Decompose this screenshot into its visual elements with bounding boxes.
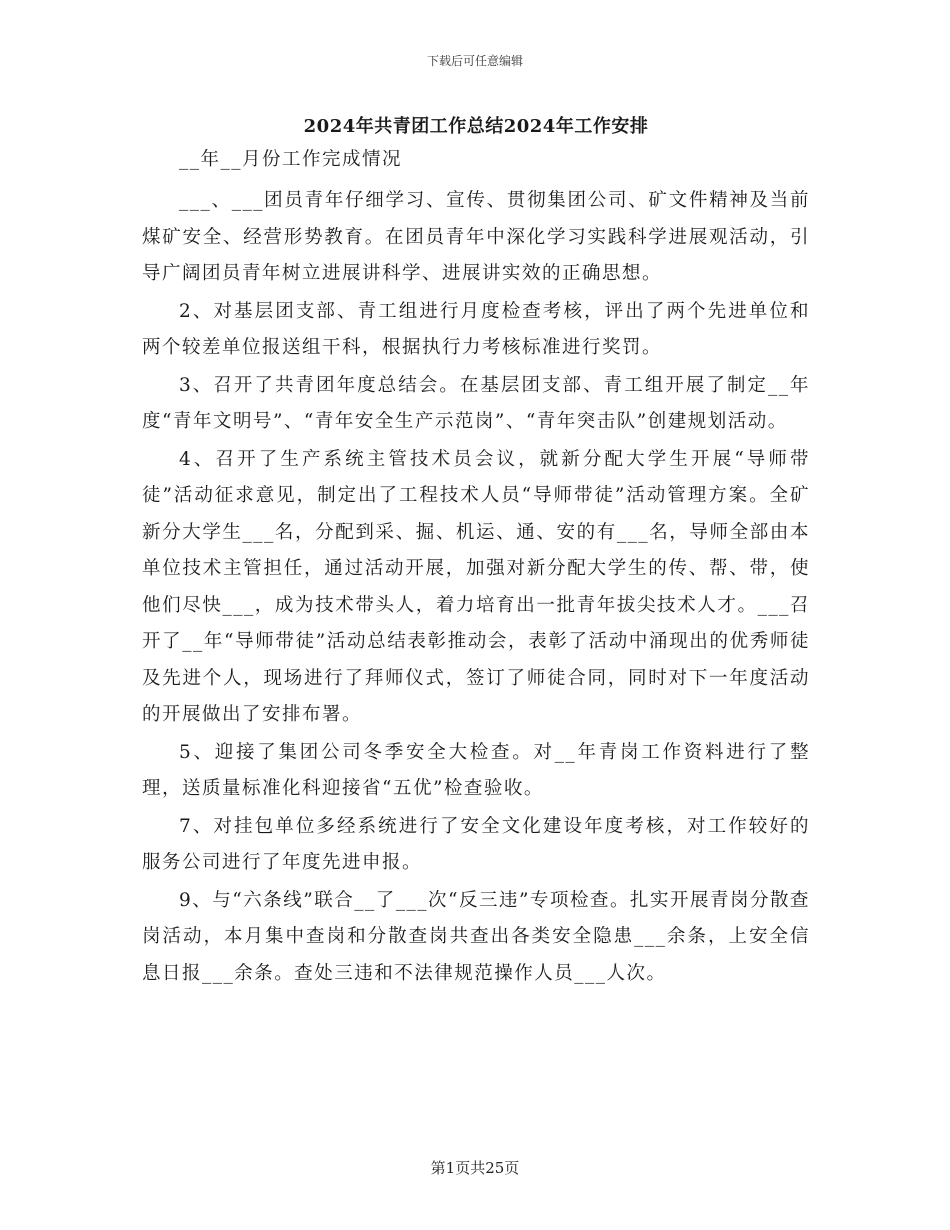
document-body <box>142 112 810 993</box>
paragraph: 5、迎接了集团公司冬季安全大检查。对__年青岗工作资料进行了整理，送质量标准化科迎接省“五优”检查验收。 <box>142 741 810 799</box>
document-title: 2024年共青团工作总结2024年工作安排 <box>303 116 649 137</box>
page-header: 下载后可任意编辑 <box>426 54 523 68</box>
paragraph: 2、对基层团支部、青工组进行月度检查考核，评出了两个先进单位和两个较差单位报送组干科，根据执行力考核标准进行奖罚。 <box>142 300 810 358</box>
paragraph: __年__月份工作完成情况 <box>179 149 403 170</box>
paragraph: 7、对挂包单位多经系统进行了安全文化建设年度考核，对工作较好的服务公司进行了年度先进申报。 <box>142 815 810 873</box>
page-number: 第1页共25页 <box>430 1159 520 1177</box>
paragraph: ___、___团员青年仔细学习、宣传、贯彻集团公司、矿文件精神及当前煤矿安全、经营形势教育。在团员青年中深化学习实践科学进展观活动，引导广阔团员青年树立进展讲科学、进展讲实效的正确思想。 <box>142 190 810 284</box>
paragraph: 9、与“六条线”联合__了___次“反三违”专项检查。扎实开展青岗分散查岗活动，本月集中查岗和分散查岗共查出各类安全隐患___余条，上安全信息日报___余条。查处三违和不法律规范操作人员___人次。 <box>142 889 810 984</box>
paragraph: 3、召开了共青团年度总结会。在基层团支部、青工组开展了制定__年度“青年文明号”、“青年安全生产示范岗”、“青年突击队”创建规划活动。 <box>142 374 810 432</box>
paragraph: 4、召开了生产系统主管技术员会议，就新分配大学生开展“导师带徒”活动征求意见，制定出了工程技术人员“导师带徒”活动管理方案。全矿新分大学生___名，分配到采、掘、机运、通、安的有___名，导师全部由本单位技术主管担任，通过活动开展，加强对新分配大学生的传、帮、带，使他们尽快___，成为技术带头人，着力培育出一批青年拔尖技术人才。___召开了__年“导师带徒”活动总结表彰推动会，表彰了活动中涌现出的优秀师徒及先进个人，现场进行了拜师仪式，签订了师徒合同，同时对下一年度活动的开展做出了安排布署。 <box>142 448 810 725</box>
